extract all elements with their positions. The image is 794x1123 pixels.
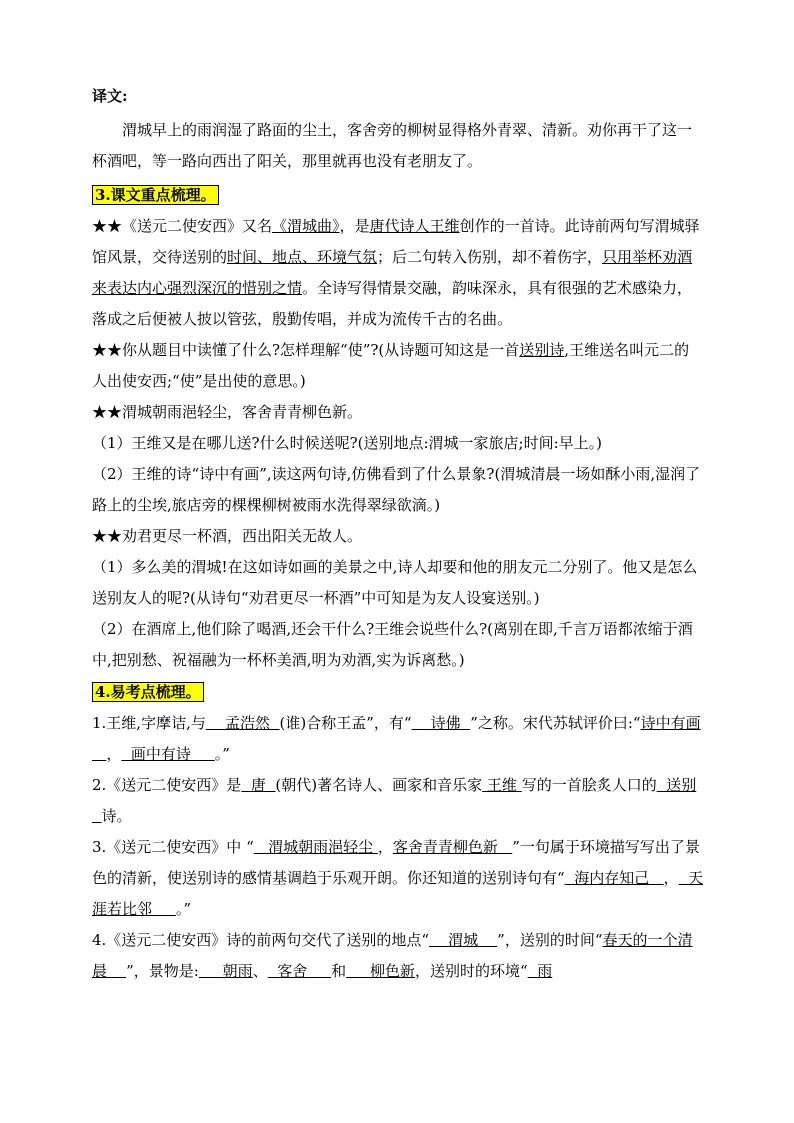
s3-paragraph-6: ★★劝君更尽一杯酒，西出阳关无故人。: [92, 527, 363, 545]
s4-question-2: [92, 770, 704, 832]
text: 创作的一首诗。此诗前两句写渭城驿馆风景，交待送别的: [92, 217, 700, 266]
answer-blank: 送别: [666, 776, 697, 794]
text: (谁)合称王孟”，有“: [279, 714, 412, 732]
text: ，是: [339, 217, 370, 235]
s3-paragraph-5: （2）王维的诗“诗中有画”,读这两句诗,仿佛看到了什么景象?(渭城清晨一场如酥小雨,湿润了路上的尘埃,旅店旁的棵棵柳树被雨水洗得翠绿欲滴。): [92, 465, 701, 514]
answer-blank: 唐: [250, 776, 266, 794]
s3-paragraph-1: [92, 211, 704, 335]
text: 1.王维,字摩诘,与: [92, 714, 206, 732]
text: ，: [106, 745, 122, 763]
answer-blank: 天涯若比邻: [92, 869, 704, 918]
text: 3.《送元二使安西》中 “: [92, 838, 254, 856]
answer-blank: 春天的一个清晨: [92, 931, 693, 980]
text: 和: [331, 962, 347, 980]
answer-blank: 王维: [486, 776, 517, 794]
section-4-heading-line: [92, 682, 704, 702]
answer-blank: 诗佛: [430, 714, 461, 732]
text: ，: [377, 838, 393, 856]
text: ，: [663, 869, 679, 887]
text: ”，景物是:: [126, 962, 199, 980]
answer-blank: 孟浩然: [224, 714, 270, 732]
s3-paragraph-3: ★★渭城朝雨浥轻尘，客舍青青柳色新。: [92, 403, 363, 421]
answer-blank: 画中有诗: [130, 745, 191, 763]
answer-blank: 雨: [537, 962, 553, 980]
answer-blank: 渭城: [448, 931, 479, 949]
answer-blank: 渭城朝雨浥轻尘: [268, 838, 374, 856]
text: 4.《送元二使安西》诗的前两句交代了送别的地点“: [92, 931, 429, 949]
answer-blank: 客舍: [277, 962, 308, 980]
text: ★★《送元二使安西》又名: [92, 217, 273, 235]
text: ”一句属于环境描写写出了景色的清新，使送别诗的感情基调趋于乐观开朗。你还知道的送别诗句有“: [92, 838, 700, 887]
underlined-text: 时间、地点、环境气氛: [227, 248, 378, 266]
underlined-text: 送别诗: [519, 341, 565, 359]
answer-blank: 柳色新: [369, 962, 415, 980]
text: (朝代)著名诗人、画家和音乐家: [275, 776, 483, 794]
section-3-heading-line: [92, 185, 704, 205]
text: 2.《送元二使安西》是: [92, 776, 242, 794]
s4-question-1: [92, 708, 704, 770]
s3-paragraph-2: [92, 335, 704, 397]
text: 、: [252, 962, 268, 980]
text: ；后二句转入伤别，却不着伤字，: [377, 248, 603, 266]
s3-paragraph-4: （1）王维又是在哪儿送?什么时候送呢?(送别地点:渭城一家旅店;时间:早上。): [92, 434, 602, 452]
answer-blank: 客舍青青柳色新: [392, 838, 498, 856]
s3-paragraph-8: （2）在酒席上,他们除了喝酒,还会干什么?王维会说些什么?(离别在即,千言万语都浓缩于酒中,把别愁、祝福融为一杯杯美酒,明为劝酒,实为诉离愁。): [92, 620, 693, 669]
text: “: [632, 714, 641, 732]
text: ★★你从题目中读懂了什么?怎样理解“使”?(从诗题可知这是一首: [92, 341, 520, 359]
text: ”之称。宋代苏轼评价曰:: [470, 714, 633, 732]
answer-blank: 诗中有画: [640, 714, 701, 732]
document-page: [92, 86, 704, 987]
answer-blank: 海内存知己: [574, 869, 650, 887]
text: 。”: [214, 745, 230, 763]
underlined-text: 《渭城曲》: [272, 217, 340, 235]
s4-question-3: [92, 832, 704, 925]
text: ”，送别的时间“: [497, 931, 603, 949]
text: ，送别时的环境“: [414, 962, 528, 980]
text: 。全诗写得情景交融，韵味深永，具有很强的艺术感染力，落成之后便被人披以管弦，殷勤传唱，并成为流传千古的名曲。: [92, 279, 693, 328]
underlined-text: 唐代诗人王维: [369, 217, 460, 235]
text: ,王维送名叫元二的人出使安西;“使”是出使的意思。): [92, 341, 690, 390]
translation-text: 渭城早上的雨润湿了路面的尘土，客舍旁的柳树显得格外青翠、清新。劝你再干了这一杯酒吧，等一路向西出了阳关，那里就再也没有老朋友了。: [92, 121, 693, 170]
section-4-heading: 4.易考点梳理。: [92, 682, 204, 702]
s3-paragraph-7: （1）多么美的渭城!在这如诗如画的美景之中,诗人却要和他的朋友元二分别了。他又是怎么送别友人的呢?(从诗句“劝君更尽一杯酒”中可知是为友人设宴送别。): [92, 558, 698, 607]
text: 。”: [175, 900, 192, 918]
text: 写的一首脍炙人口的: [521, 776, 657, 794]
text: 诗。: [101, 807, 132, 825]
answer-blank: 朝雨: [222, 962, 253, 980]
translation-title: 译文:: [92, 87, 128, 105]
section-3-heading: 3.课文重点梳理。: [92, 185, 219, 205]
underlined-text: 只用举杯劝酒来表达内心强烈深沉的惜别之情: [92, 248, 693, 297]
s4-question-4: [92, 925, 704, 987]
